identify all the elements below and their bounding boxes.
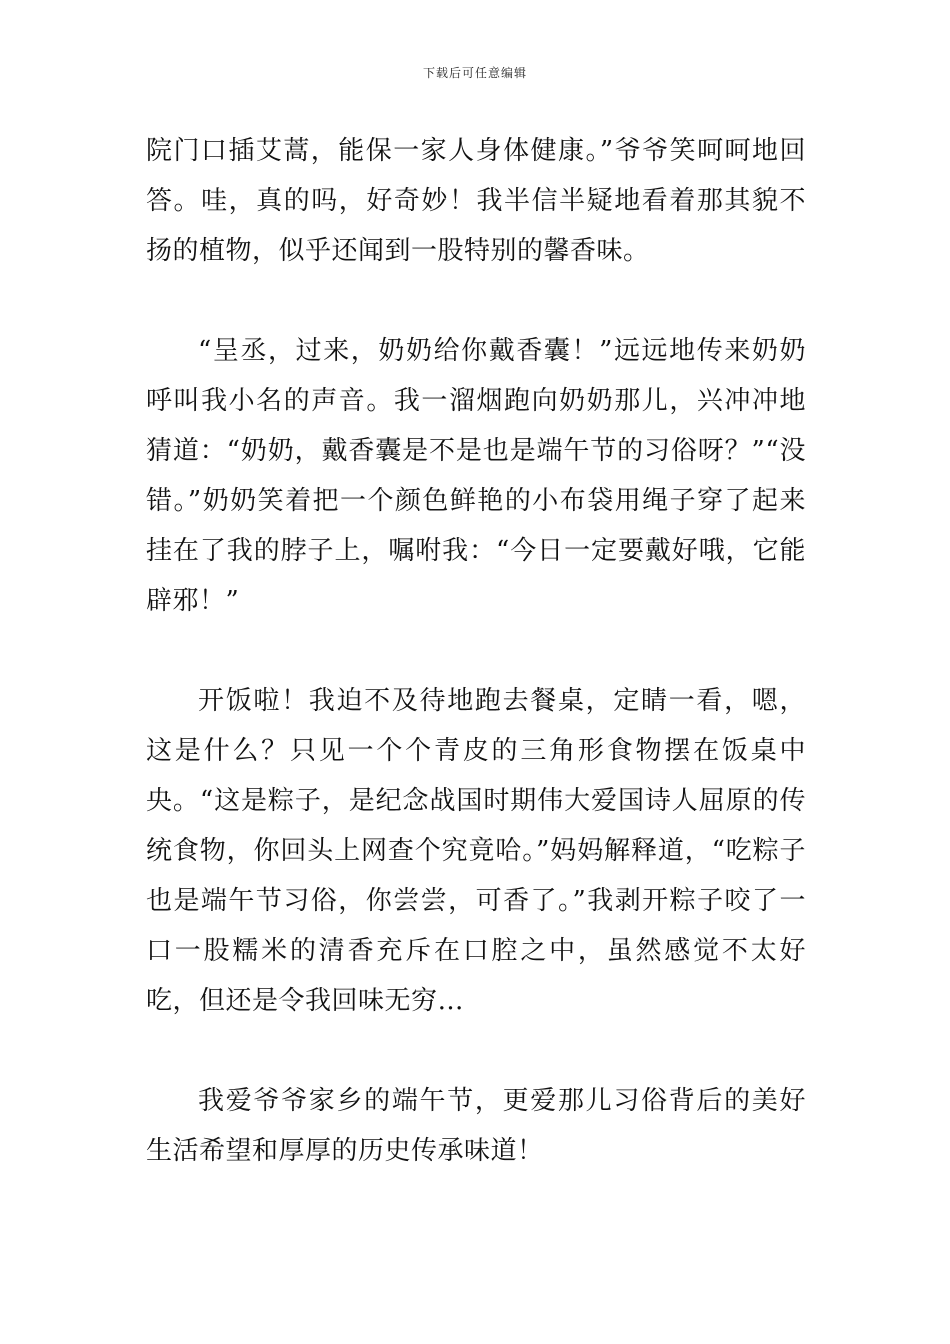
paragraph-3: 开饭啦！我迫不及待地跑去餐桌，定睛一看，嗯，这是什么？只见一个个青皮的三角形食物摆在饭桌中央。“这是粽子，是纪念战国时期伟大爱国诗人屈原的传统食物，你回头上网查个究竟哈。”妈妈解释道，“吃粽子也是端午节习俗，你尝尝，可香了。”我剥开粽子咬了一口一股糯米的清香充斥在口腔之中，虽然感觉不太好吃，但还是令我回味无穷… xyxy=(146,686,806,1016)
paragraph-4: 我爱爷爷家乡的端午节，更爱那儿习俗背后的美好生活希望和厚厚的历史传承味道！ xyxy=(146,1086,806,1166)
page-header: 下载后可任意编辑 xyxy=(422,66,527,80)
paragraph-1: 院门口插艾蒿，能保一家人身体健康。”爷爷笑呵呵地回答。哇，真的吗，好奇妙！我半信半疑地看着那其貌不扬的植物，似乎还闻到一股特别的馨香味。 xyxy=(146,136,806,266)
document-body xyxy=(146,126,806,1176)
paragraph-2: “呈丞，过来，奶奶给你戴香囊！”远远地传来奶奶呼叫我小名的声音。我一溜烟跑向奶奶那儿，兴冲冲地猜道：“奶奶，戴香囊是不是也是端午节的习俗呀？”“没错。”奶奶笑着把一个颜色鲜艳的小布袋用绳子穿了起来挂在了我的脖子上，嘱咐我：“今日一定要戴好哦，它能辟邪！” xyxy=(146,336,806,616)
